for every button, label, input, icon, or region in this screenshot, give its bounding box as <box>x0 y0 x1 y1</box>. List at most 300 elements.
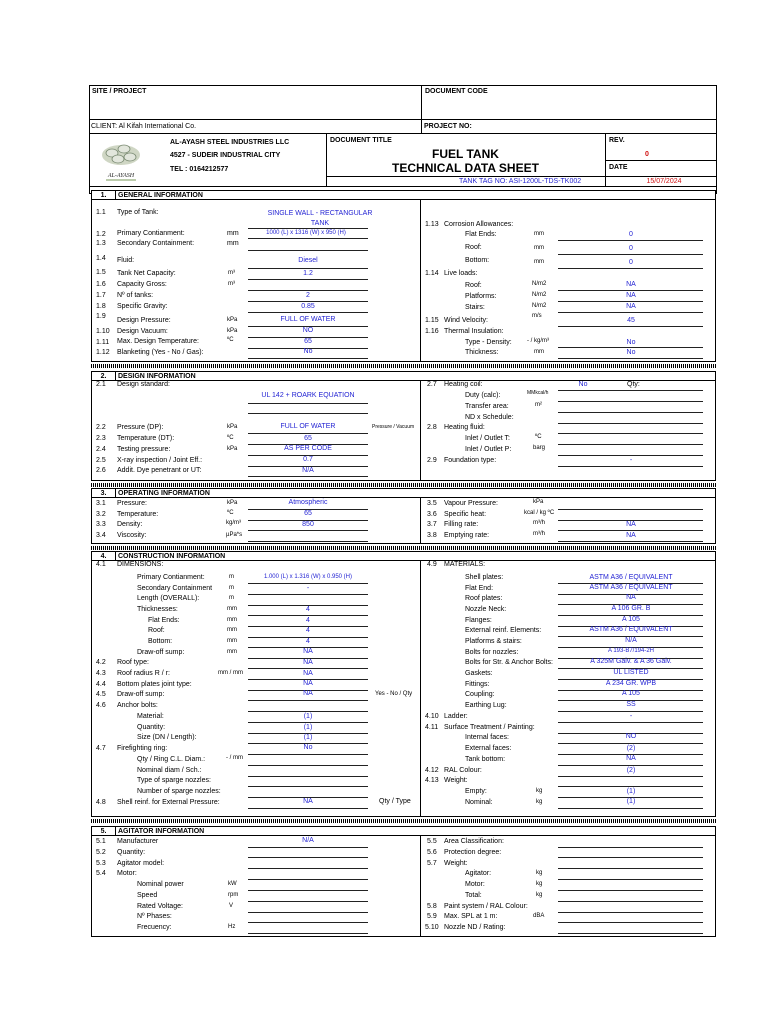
value-underline <box>248 541 368 542</box>
field-label: kg <box>536 881 543 887</box>
field-label: Roof type: <box>117 659 149 666</box>
field-value: 65 <box>304 338 312 345</box>
item-number: 4.9 <box>427 561 437 568</box>
field-value: NA <box>626 292 636 299</box>
field-value: (1) <box>303 713 313 720</box>
value-underline <box>248 403 368 404</box>
value-underline <box>558 347 703 348</box>
field-label: Bottom: <box>148 638 173 645</box>
field-label: Manufacturer <box>117 838 159 845</box>
field-value: SS <box>626 701 636 708</box>
field-label: kPa <box>227 424 238 430</box>
field-value: - <box>629 457 633 464</box>
value-underline <box>558 312 703 313</box>
value-underline <box>248 433 368 434</box>
item-number: 2.2 <box>96 424 106 431</box>
field-label: Bottom: <box>465 257 490 264</box>
field-label: kPa <box>227 446 238 452</box>
field-value: 0.85 <box>301 303 315 310</box>
value-underline <box>558 240 703 241</box>
value-underline <box>558 786 703 787</box>
value-underline <box>558 776 703 777</box>
value-underline <box>248 615 368 616</box>
field-value: A 106 GR. B <box>611 605 651 612</box>
field-label: Motor: <box>117 870 137 877</box>
section-number: 3. <box>100 490 107 497</box>
project-no-label: PROJECT NO: <box>424 123 472 130</box>
field-label: Primary Contianment: <box>117 230 185 237</box>
field-label: Type - Density: <box>465 339 512 346</box>
item-number: 5.9 <box>427 913 437 920</box>
company-logo <box>100 137 142 183</box>
section-number: 4. <box>100 553 107 560</box>
field-label: Max. Design Temperature: <box>117 338 199 345</box>
item-number: 4.8 <box>96 799 106 806</box>
item-number: 3.7 <box>427 521 437 528</box>
field-value: 4 <box>306 617 310 624</box>
field-value: NO <box>625 733 637 740</box>
field-label: Internal faces: <box>465 734 509 741</box>
field-label: Thickness: <box>465 349 499 356</box>
value-underline <box>248 786 368 787</box>
field-value: (1) <box>303 724 313 731</box>
item-number: 5.8 <box>427 903 437 910</box>
item-number: 4.11 <box>425 724 439 731</box>
field-label: Shell plates: <box>465 574 504 581</box>
field-value: A 105 <box>622 616 640 623</box>
field-label: mm <box>534 231 544 237</box>
value-underline <box>248 228 368 229</box>
field-value: 65 <box>304 510 312 517</box>
field-label: Specific heat: <box>444 511 487 518</box>
section-gap <box>91 819 716 823</box>
field-label: m³/h <box>533 520 545 526</box>
header-rule-2 <box>89 133 717 134</box>
field-value: A 325M Galv. & A 36 Galv. <box>590 658 672 665</box>
field-label: Qty / Ring C.L. Diam.: <box>137 756 206 763</box>
field-value: A 105 <box>622 690 640 697</box>
value-underline <box>248 776 368 777</box>
field-label: Thicknesses: <box>137 606 178 613</box>
field-label: Temperature: <box>117 511 159 518</box>
field-label: Flat Ends: <box>465 231 497 238</box>
value-underline <box>558 290 703 291</box>
tag-rule <box>326 176 717 177</box>
section-sep <box>115 552 116 560</box>
item-number: 5.1 <box>96 838 106 845</box>
value-underline <box>248 847 368 848</box>
field-label: Corrosion Allowances: <box>444 221 514 228</box>
value-underline <box>558 857 703 858</box>
field-value: N/A <box>625 637 637 644</box>
field-label: Frecuency: <box>137 924 172 931</box>
value-underline <box>248 668 368 669</box>
field-value: 850 <box>302 521 314 528</box>
field-label: Testing pressure: <box>117 446 171 453</box>
field-value: NO <box>302 327 314 334</box>
item-number: 1.15 <box>425 317 439 324</box>
field-value: NA <box>303 670 313 677</box>
field-label: Addit. Dye penetrant or UT: <box>117 467 202 474</box>
field-label: Agitator model: <box>117 860 165 867</box>
field-label: Bolts for nozzles: <box>465 649 519 656</box>
item-number: 4.12 <box>425 767 439 774</box>
value-underline <box>558 765 703 766</box>
value-underline <box>248 765 368 766</box>
field-label: Flanges: <box>465 617 492 624</box>
item-number: 5.4 <box>96 870 106 877</box>
value-underline <box>558 444 703 445</box>
field-label: kcal / kg ºC <box>524 510 555 516</box>
section-gap <box>91 364 716 368</box>
item-number: 2.7 <box>427 381 437 388</box>
field-label: mm <box>227 649 237 655</box>
item-number: 1.16 <box>425 328 439 335</box>
field-value: NA <box>626 303 636 310</box>
value-underline <box>558 412 703 413</box>
field-value: NA <box>303 690 313 697</box>
field-label: kg <box>536 788 543 794</box>
item-number: 1.2 <box>96 231 106 238</box>
field-value: (2) <box>626 767 636 774</box>
field-value: 4 <box>306 627 310 634</box>
field-label: m <box>229 595 234 601</box>
item-number: 3.6 <box>427 511 437 518</box>
field-label: Roof plates: <box>465 595 503 602</box>
header-bottom-rule <box>89 186 717 187</box>
field-label: Bolts for Str. & Anchor Bolts: <box>465 659 553 666</box>
field-label: Roof: <box>465 244 482 251</box>
field-label: Coupling: <box>465 691 495 698</box>
value-underline <box>248 901 368 902</box>
field-value: SINGLE WALL - RECTANGULAR <box>267 210 373 217</box>
field-label: kg/m³ <box>226 520 241 526</box>
item-number: 2.1 <box>96 381 106 388</box>
value-underline <box>558 390 703 391</box>
field-value: A 193-B7/194-2H <box>607 648 655 654</box>
field-value: 0 <box>629 245 633 252</box>
field-label: - / kg/m³ <box>527 338 549 344</box>
item-number: 5.2 <box>96 849 106 856</box>
field-value: 45 <box>627 317 635 324</box>
section-header-design <box>91 371 716 381</box>
rev-value: 0 <box>645 151 649 158</box>
field-value: 4 <box>306 638 310 645</box>
value-underline <box>248 868 368 869</box>
field-label: Roof radius R / r: <box>117 670 170 677</box>
section-header-general <box>91 190 716 200</box>
field-label: - / mm <box>226 755 243 761</box>
item-number: 3.5 <box>427 500 437 507</box>
item-number: 1.7 <box>96 292 106 299</box>
item-number: 4.4 <box>96 681 106 688</box>
company-tel: TEL : 0164212577 <box>170 166 229 173</box>
section-sep <box>115 372 116 380</box>
item-number: 4.13 <box>425 777 439 784</box>
field-value: 2 <box>306 292 310 299</box>
value-underline <box>248 238 368 239</box>
item-number: 1.14 <box>425 270 439 277</box>
item-number: 1.8 <box>96 303 106 310</box>
field-label: Motor: <box>465 881 485 888</box>
item-number: 4.7 <box>96 745 106 752</box>
field-value: No <box>626 339 636 346</box>
field-label: N/m2 <box>532 292 547 298</box>
company-name: AL-AYASH STEEL INDUSTRIES LLC <box>170 139 290 146</box>
field-value: 1.2 <box>303 270 313 277</box>
field-label: Yes - No / Qty <box>375 691 413 697</box>
value-underline <box>558 401 703 402</box>
field-label: mm <box>534 349 544 355</box>
field-label: Agitator: <box>465 870 492 877</box>
value-underline <box>558 808 703 809</box>
field-value: NA <box>303 659 313 666</box>
field-label: Vapour Pressure: <box>444 500 498 507</box>
item-number: 1.6 <box>96 281 106 288</box>
client-label: CLIENT: Al Kifah International Co. <box>91 123 197 130</box>
value-underline <box>248 594 368 595</box>
field-value: ASTM A36 / EQUIVALENT <box>589 574 673 581</box>
tank-tag-number: TANK TAG NO: ASI-1200L-TDS-TK002 <box>459 178 582 185</box>
field-label: Blanketing (Yes - No / Gas): <box>117 349 204 356</box>
field-label: kPa <box>227 328 238 334</box>
field-value: 1000 (L) x 1316 (W) x 950 (H) <box>266 230 346 236</box>
field-label: Nozzle Neck: <box>465 606 507 613</box>
field-value: TANK <box>310 220 330 227</box>
item-number: 1.1 <box>96 209 106 216</box>
field-label: Tank bottom: <box>465 756 506 763</box>
rev-label: REV. <box>609 137 625 144</box>
field-value: FULL OF WATER <box>280 316 336 323</box>
field-value: A 234 GR. WPB <box>605 680 657 687</box>
field-label: m <box>229 574 234 580</box>
field-label: Heating fluid: <box>444 424 485 431</box>
item-number: 2.9 <box>427 457 437 464</box>
field-label: Filling rate: <box>444 521 479 528</box>
field-label: Weight: <box>444 860 468 867</box>
field-label: Duty (calc): <box>465 392 501 399</box>
field-label: Number of sparge nozzles: <box>137 788 221 795</box>
field-label: Area Classification: <box>444 838 504 845</box>
field-value: (1) <box>626 798 636 805</box>
field-label: Total: <box>465 892 482 899</box>
value-underline <box>558 466 703 467</box>
field-label: Pressure: <box>117 500 147 507</box>
field-label: mm / mm <box>218 670 243 676</box>
section-header-construction <box>91 551 716 561</box>
section-title: OPERATING INFORMATION <box>118 490 210 497</box>
value-underline <box>558 901 703 902</box>
field-label: ºC <box>535 434 542 440</box>
section-number: 1. <box>100 192 107 199</box>
value-underline <box>558 890 703 891</box>
field-value: NA <box>303 798 313 805</box>
field-label: Stairs: <box>465 304 485 311</box>
date-value: 15/07/2024 <box>646 178 682 185</box>
section-title: GENERAL INFORMATION <box>118 192 203 199</box>
field-label: Heating coil: <box>444 381 483 388</box>
field-label: Temperature (DT): <box>117 435 175 442</box>
field-label: Design Vacuum: <box>117 328 168 335</box>
field-value: No <box>303 744 313 751</box>
field-label: ºC <box>227 435 234 441</box>
field-label: N/m2 <box>532 281 547 287</box>
field-value: 0 <box>629 231 633 238</box>
field-label: ºC <box>227 337 234 343</box>
field-value: NA <box>303 680 313 687</box>
field-label: Rated Voltage: <box>137 903 183 910</box>
field-value: FULL OF WATER <box>280 423 336 430</box>
field-label: mm <box>227 638 237 644</box>
field-label: Firefighting ring: <box>117 745 168 752</box>
section-divider <box>420 836 421 937</box>
field-label: rpm <box>228 892 239 898</box>
field-label: barg <box>533 445 546 451</box>
section-gap <box>91 483 716 487</box>
field-label: Draw-off sump: <box>117 691 165 698</box>
field-label: Protection degree: <box>444 849 502 856</box>
svg-text:AL-AYASH: AL-AYASH <box>107 173 135 179</box>
value-underline <box>248 879 368 880</box>
field-label: Flat End: <box>465 585 494 592</box>
field-label: Pressure (DP): <box>117 424 164 431</box>
value-underline <box>558 743 703 744</box>
section-sep <box>115 191 116 199</box>
item-number: 4.3 <box>96 670 106 677</box>
field-label: Material: <box>137 713 164 720</box>
value-underline <box>248 933 368 934</box>
field-value: UL LISTED <box>613 669 649 676</box>
field-label: X-ray inspection / Joint Eff.: <box>117 457 203 464</box>
item-number: 1.12 <box>96 349 110 356</box>
field-label: Density: <box>117 521 143 528</box>
item-number: 2.8 <box>427 424 437 431</box>
field-label: Hz <box>228 924 236 930</box>
field-value: ASTM A36 / EQUIVALENT <box>589 584 673 591</box>
item-number: 3.1 <box>96 500 106 507</box>
rev-rule <box>605 160 717 161</box>
value-underline <box>248 250 368 251</box>
value-underline <box>558 933 703 934</box>
field-label: Nº Phases: <box>137 913 172 920</box>
value-underline <box>558 254 703 255</box>
field-value: 0 <box>629 259 633 266</box>
field-label: Weight: <box>444 777 468 784</box>
value-underline <box>558 358 703 359</box>
section-title: CONSTRUCTION INFORMATION <box>118 553 226 560</box>
field-label: Design Pressure: <box>117 317 171 324</box>
section-title: DESIGN INFORMATION <box>118 373 196 380</box>
field-value: NA <box>303 648 313 655</box>
field-label: kg <box>536 799 543 805</box>
value-underline <box>248 301 368 302</box>
value-underline <box>248 358 368 359</box>
field-label: Thermal Insulation: <box>444 328 504 335</box>
section-title: AGITATOR INFORMATION <box>118 828 205 835</box>
value-underline <box>558 879 703 880</box>
field-value: No <box>303 348 313 355</box>
field-label: MATERIALS: <box>444 561 486 568</box>
field-label: m³ <box>228 270 235 276</box>
item-number: 5.6 <box>427 849 437 856</box>
field-label: Fittings: <box>465 681 490 688</box>
item-number: 3.8 <box>427 532 437 539</box>
value-underline <box>248 711 368 712</box>
field-label: Roof: <box>148 627 165 634</box>
field-label: kg <box>536 892 543 898</box>
field-label: m <box>229 585 234 591</box>
field-label: Type of sparge nozzles: <box>137 777 211 784</box>
field-label: Fluid: <box>117 257 135 264</box>
item-number: 3.3 <box>96 521 106 528</box>
field-label: ND x Schedule: <box>465 414 514 421</box>
field-label: External reinf. Elements: <box>465 627 542 634</box>
field-label: µPa*s <box>226 532 243 538</box>
field-value: N/A <box>302 467 314 474</box>
section-divider <box>420 381 421 481</box>
field-value: - <box>629 713 633 720</box>
value-underline <box>558 326 703 327</box>
field-value: 0.7 <box>303 456 313 463</box>
field-label: dBA <box>533 913 545 919</box>
field-value: (1) <box>626 788 636 795</box>
field-label: kPa <box>533 499 544 505</box>
value-underline <box>248 890 368 891</box>
item-number: 1.11 <box>96 339 110 346</box>
document-title-label: DOCUMENT TITLE <box>330 137 392 144</box>
value-underline <box>558 847 703 848</box>
field-label: Design standard: <box>117 381 170 388</box>
field-label: m³/h <box>533 531 545 537</box>
section-sep <box>115 489 116 497</box>
section-gap <box>91 546 716 550</box>
field-label: Secondary Containment <box>137 585 213 592</box>
value-underline <box>558 433 703 434</box>
value-underline <box>558 530 703 531</box>
field-label: Speed <box>137 892 158 899</box>
item-number: 2.4 <box>96 446 106 453</box>
item-number: 4.2 <box>96 659 106 666</box>
section-number: 5. <box>100 828 107 835</box>
field-label: V <box>229 903 234 909</box>
value-underline <box>558 455 703 456</box>
section-divider <box>420 561 421 817</box>
field-label: Quantity: <box>117 849 146 856</box>
field-label: Size (DN / Length): <box>137 734 197 741</box>
section-sep <box>115 827 116 835</box>
field-value: UL 142 + ROARK EQUATION <box>261 392 355 399</box>
value-underline <box>248 279 368 280</box>
item-number: 2.6 <box>96 467 106 474</box>
field-label: Secondary Containment: <box>117 240 195 247</box>
item-number: 4.5 <box>96 691 106 698</box>
field-label: External faces: <box>465 745 512 752</box>
section-number: 2. <box>100 373 107 380</box>
value-underline <box>248 700 368 701</box>
doc-title-line2: TECHNICAL DATA SHEET <box>392 161 539 175</box>
field-label: Emptying rate: <box>444 532 490 539</box>
field-value: N/A <box>302 837 314 844</box>
field-label: m² <box>535 402 542 408</box>
company-address: 4527 - SUDEIR INDUSTRIAL CITY <box>170 152 281 159</box>
value-underline <box>248 912 368 913</box>
field-value: No <box>578 381 588 388</box>
value-underline <box>248 922 368 923</box>
header-divider <box>421 85 422 134</box>
header-rule-1 <box>89 119 717 120</box>
value-underline <box>558 722 703 723</box>
field-label: Qty / Type <box>379 798 411 805</box>
